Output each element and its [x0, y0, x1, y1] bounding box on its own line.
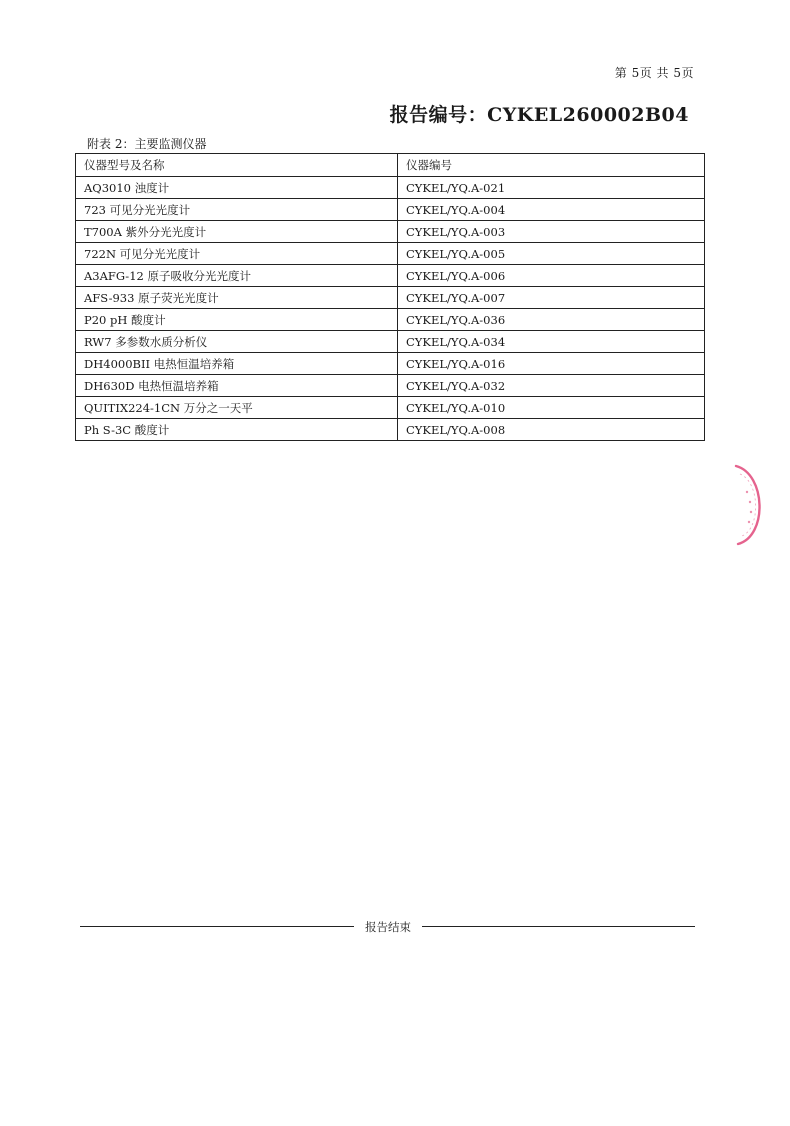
instrument-model: P20 pH 酸度计: [76, 309, 398, 331]
table-row: [76, 177, 705, 199]
table-row: [76, 353, 705, 375]
instrument-number: CYKEL/YQ.A-008: [398, 419, 705, 441]
instrument-model: T700A 紫外分光光度计: [76, 221, 398, 243]
instrument-number: CYKEL/YQ.A-003: [398, 221, 705, 243]
table-header-row: [76, 154, 705, 177]
instrument-model: RW7 多参数水质分析仪: [76, 331, 398, 353]
instrument-number: CYKEL/YQ.A-005: [398, 243, 705, 265]
column-header-model: 仪器型号及名称: [76, 154, 398, 177]
instrument-number: CYKEL/YQ.A-010: [398, 397, 705, 419]
instrument-number: CYKEL/YQ.A-006: [398, 265, 705, 287]
seal-stamp: [730, 462, 770, 548]
instrument-number: CYKEL/YQ.A-004: [398, 199, 705, 221]
table-row: [76, 419, 705, 441]
table-row: [76, 221, 705, 243]
instrument-model: A3AFG-12 原子吸收分光光度计: [76, 265, 398, 287]
report-number: 报告编号：CYKEL260002B04: [389, 104, 689, 126]
column-header-number: 仪器编号: [398, 154, 705, 177]
table-row: [76, 199, 705, 221]
instrument-model: AQ3010 浊度计: [76, 177, 398, 199]
table-row: [76, 331, 705, 353]
instrument-model: Ph S-3C 酸度计: [76, 419, 398, 441]
instrument-number: CYKEL/YQ.A-007: [398, 287, 705, 309]
instrument-model: AFS-933 原子荧光光度计: [76, 287, 398, 309]
instrument-model: 723 可见分光光度计: [76, 199, 398, 221]
table-row: [76, 397, 705, 419]
table-caption: 附表 2：主要监测仪器: [87, 137, 207, 151]
instrument-model: DH630D 电热恒温培养箱: [76, 375, 398, 397]
instrument-number: CYKEL/YQ.A-016: [398, 353, 705, 375]
page-number: 第 5页 共 5页: [614, 66, 694, 80]
footer-divider-right: [422, 926, 695, 927]
table-row: [76, 309, 705, 331]
table-row: [76, 287, 705, 309]
instrument-model: 722N 可见分光光度计: [76, 243, 398, 265]
instrument-model: DH4000BII 电热恒温培养箱: [76, 353, 398, 375]
footer-divider-left: [80, 926, 354, 927]
table-row: [76, 375, 705, 397]
instrument-number: CYKEL/YQ.A-036: [398, 309, 705, 331]
table-row: [76, 265, 705, 287]
instrument-number: CYKEL/YQ.A-032: [398, 375, 705, 397]
instrument-number: CYKEL/YQ.A-021: [398, 177, 705, 199]
instrument-model: QUITIX224-1CN 万分之一天平: [76, 397, 398, 419]
report-end-text: 报告结束: [365, 920, 411, 934]
instrument-number: CYKEL/YQ.A-034: [398, 331, 705, 353]
table-row: [76, 243, 705, 265]
instrument-table: [75, 153, 705, 441]
